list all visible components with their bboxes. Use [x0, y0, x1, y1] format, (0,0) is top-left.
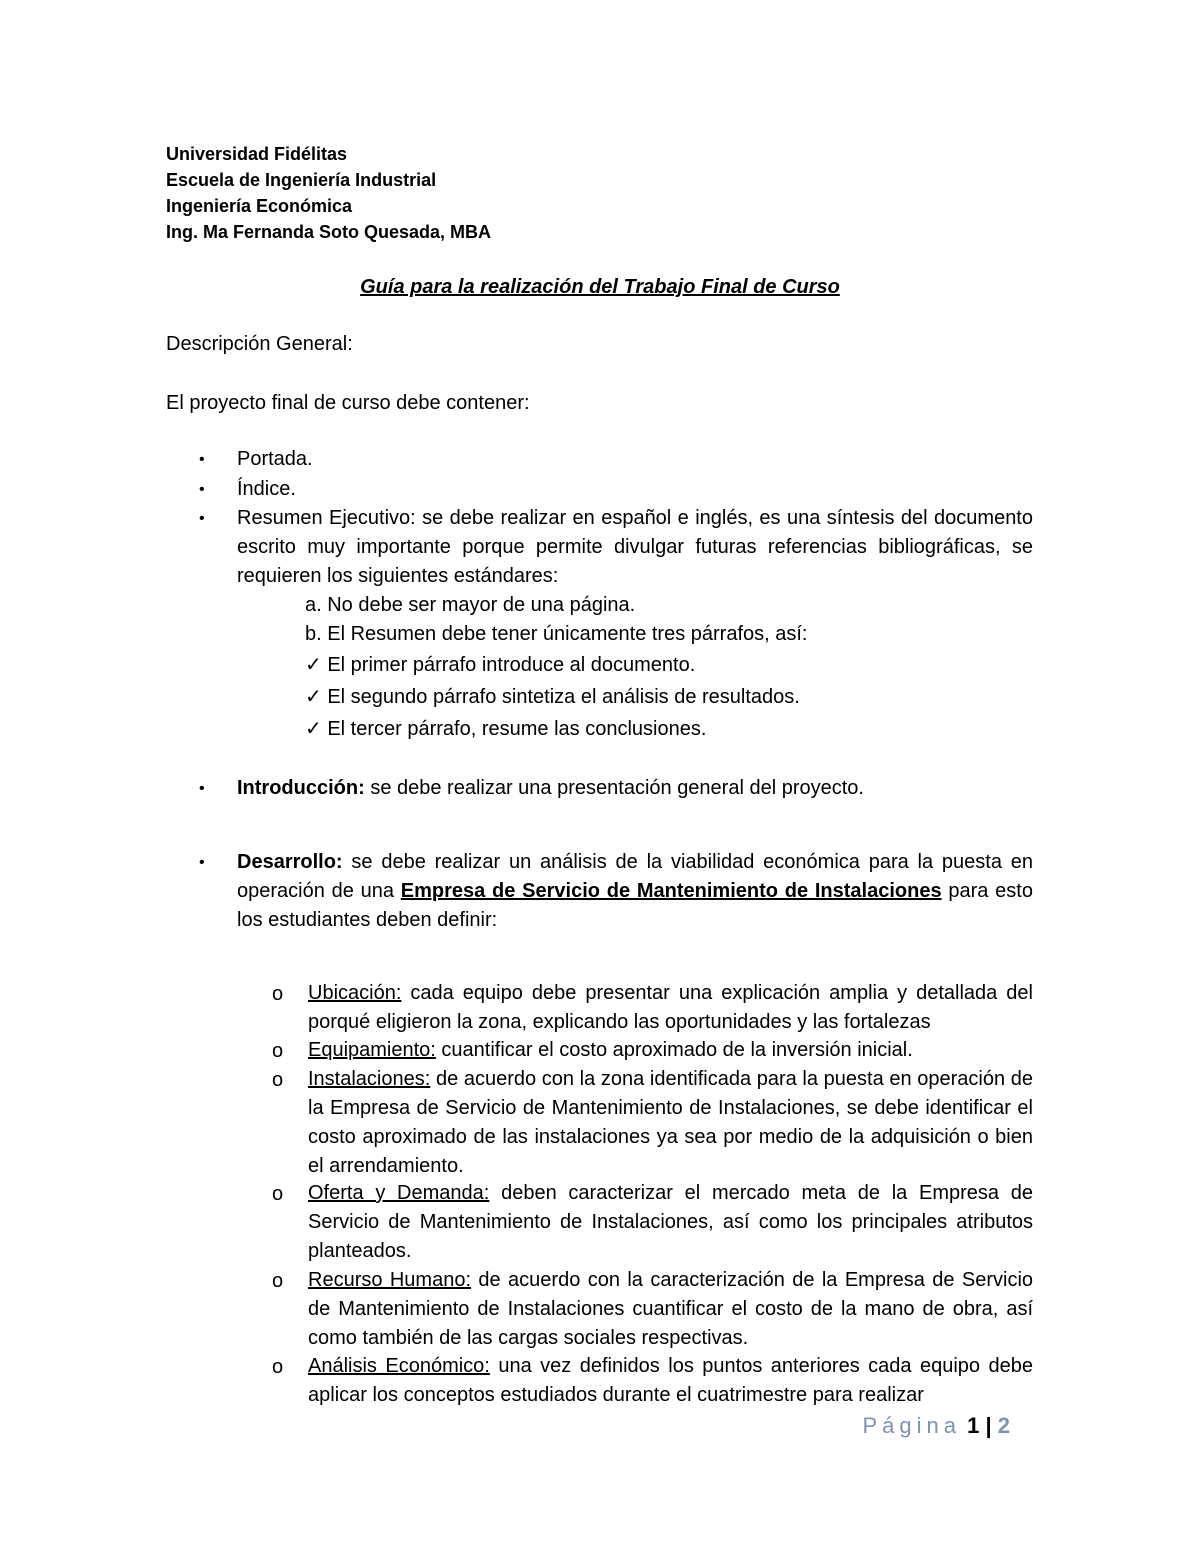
- circle-bullet-icon: o: [272, 1183, 284, 1205]
- page-current: 1: [967, 1413, 980, 1438]
- resumen-standard-b: b. El Resumen debe tener únicamente tres párrafos, así:: [305, 623, 808, 645]
- subitem-text: una vez definidos los puntos anteriores cada equipo debe aplicar los conceptos estudiados durante el cuatrimestre para realizar: [308, 1355, 1034, 1406]
- intro-line: El proyecto final de curso debe contener:: [166, 392, 530, 414]
- bullet-icon: •: [199, 510, 205, 527]
- resumen-standard-a: a. No debe ser mayor de una página.: [305, 594, 636, 616]
- subitem-instalaciones: [308, 1065, 1033, 1181]
- course-name: Ingeniería Económica: [166, 196, 353, 216]
- bullet-icon: •: [199, 854, 205, 871]
- check-icon: ✓: [305, 686, 322, 708]
- check-item-3: [305, 713, 706, 745]
- subitem-oferta-demanda: [308, 1179, 1033, 1266]
- introduccion-text: se debe realizar una presentación general del proyecto.: [364, 777, 864, 799]
- page-label: Página: [862, 1413, 961, 1438]
- list-item-resumen: Resumen Ejecutivo: se debe realizar en español e inglés, es una síntesis del documento escrito muy importante porque permite divulgar futuras referencias bibliográficas, se requieren los siguientes estándares:: [237, 507, 1033, 587]
- list-item-introduccion: [237, 774, 1033, 803]
- subitem-analisis-economico: [308, 1352, 1033, 1410]
- desarrollo-text: se debe realizar un análisis de la viabilidad económica para la puesta en operación de una: [237, 851, 1033, 902]
- instructor-name: Ing. Ma Fernanda Soto Quesada, MBA: [166, 222, 492, 242]
- check-item-1: [305, 649, 695, 681]
- circle-bullet-icon: o: [272, 1069, 284, 1091]
- desarrollo-text-end: para esto los estudiantes deben definir:: [237, 880, 1033, 931]
- desarrollo-label: Desarrollo:: [237, 851, 343, 873]
- introduccion-label: Introducción:: [237, 777, 365, 799]
- check-text: El primer párrafo introduce al documento.: [327, 654, 696, 676]
- subitem-label: Ubicación:: [308, 982, 402, 1004]
- subitem-ubicacion: [308, 979, 1033, 1037]
- subitem-text: deben caracterizar el mercado meta de la Empresa de Servicio de Mantenimiento de Instalaciones, así como los principales atributos planteados.: [308, 1182, 1034, 1262]
- subitem-text: de acuerdo con la zona identificada para la puesta en operación de la Empresa de Servicio de Mantenimiento de Instalaciones, se debe identificar el costo aproximado de las instalaciones ya sea por medio de la adquisición o bien el arrendamiento.: [308, 1068, 1033, 1177]
- bullet-icon: •: [199, 451, 205, 468]
- subitem-label: Oferta y Demanda:: [308, 1182, 490, 1204]
- circle-bullet-icon: o: [272, 983, 284, 1005]
- subitem-text: de acuerdo con la caracterización de la Empresa de Servicio de Mantenimiento de Instalaciones cuantificar el costo de la mano de obra, así como también de las cargas sociales respectivas.: [308, 1269, 1034, 1349]
- circle-bullet-icon: o: [272, 1270, 284, 1292]
- page-separator: |: [985, 1413, 992, 1438]
- subitem-label: Análisis Económico:: [308, 1355, 490, 1377]
- check-text: El tercer párrafo, resume las conclusiones.: [327, 718, 707, 740]
- list-item-desarrollo: [237, 848, 1033, 935]
- subitem-label: Instalaciones:: [308, 1068, 431, 1090]
- bullet-icon: •: [199, 780, 205, 797]
- university-name: Universidad Fidélitas: [166, 144, 348, 164]
- document-header: [166, 141, 866, 245]
- subitem-equipamiento: [308, 1036, 1033, 1065]
- check-icon: ✓: [305, 654, 322, 676]
- desarrollo-company: Empresa de Servicio de Mantenimiento de Instalaciones: [400, 880, 942, 902]
- subitem-label: Equipamiento:: [308, 1039, 436, 1061]
- list-item-portada: Portada.: [237, 448, 313, 470]
- list-item-indice: Índice.: [237, 478, 296, 500]
- school-name: Escuela de Ingeniería Industrial: [166, 170, 437, 190]
- page-number-footer: [760, 1411, 1010, 1441]
- subitem-text: cada equipo debe presentar una explicación amplia y detallada del porqué eligieron la zona, explicando las oportunidades y las fortalezas: [308, 982, 1033, 1033]
- section-label: Descripción General:: [166, 333, 353, 355]
- circle-bullet-icon: o: [272, 1040, 284, 1062]
- subitem-recurso-humano: [308, 1266, 1033, 1353]
- circle-bullet-icon: o: [272, 1356, 284, 1378]
- bullet-icon: •: [199, 481, 205, 498]
- check-item-2: [305, 681, 800, 713]
- subitem-text: cuantificar el costo aproximado de la inversión inicial.: [435, 1039, 913, 1061]
- subitem-label: Recurso Humano:: [308, 1269, 472, 1291]
- document-title: Guía para la realización del Trabajo Final de Curso: [360, 276, 840, 298]
- check-icon: ✓: [305, 718, 322, 740]
- check-text: El segundo párrafo sintetiza el análisis de resultados.: [327, 686, 800, 708]
- page-total: 2: [997, 1413, 1010, 1438]
